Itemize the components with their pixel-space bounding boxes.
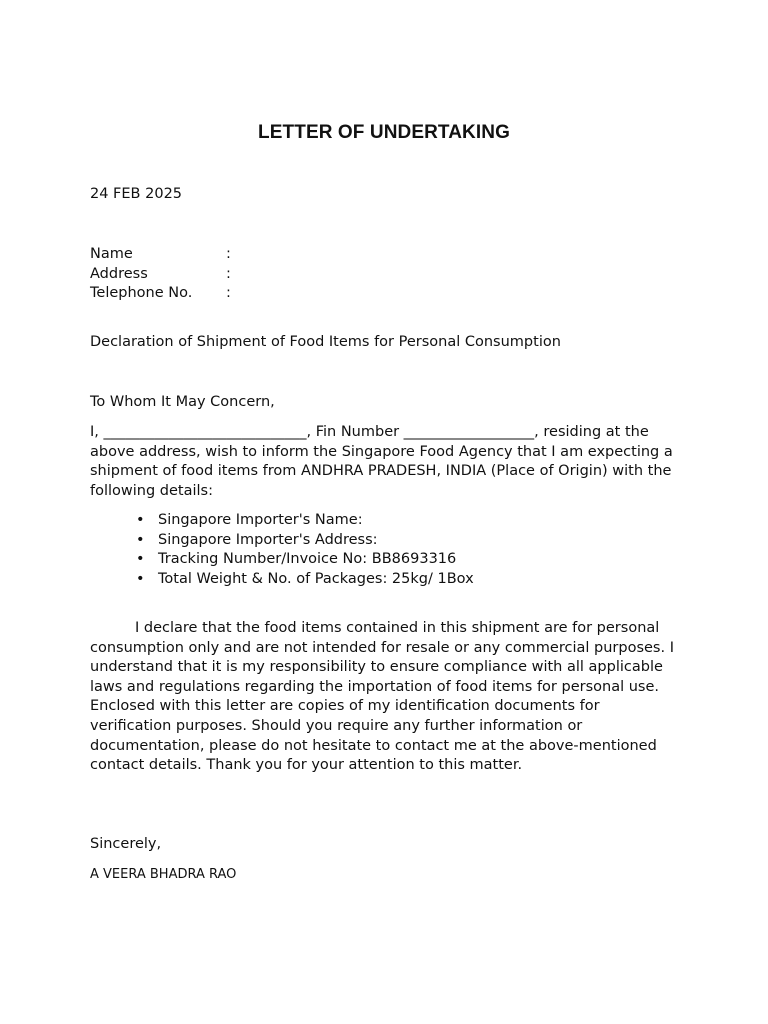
list-item	[90, 531, 680, 551]
declaration-text: I declare that the food items contained in this shipment are for personal consumption only and are not intended for resale or any commercial purposes. I understand that it is my responsibility to ensure compliance with all applicable laws and regulations regarding the importation of food items for personal use. Enclosed with this letter are copies of my identification documents for verification purposes. Should you require any further information or documentation, please do not hesitate to contact me at the above-mentioned contact details. Thank you for your attention to this matter.	[90, 620, 674, 774]
letter-salutation: To Whom It May Concern,	[90, 394, 275, 410]
list-item	[90, 570, 680, 590]
list-item-text: Singapore Importer's Name:	[158, 512, 363, 528]
intro-paragraph: I, ____________________________, Fin Number __________________, residing at the above address, wish to inform the Singapore Food Agency that I am expecting a shipment of food items from ANDHRA PRADESH, INDIA (Place of Origin) with the following details:	[90, 424, 673, 499]
signer-name: A VEERA BHADRA RAO	[90, 867, 237, 882]
list-item	[90, 511, 680, 531]
bullet-icon: •	[136, 570, 145, 587]
list-item	[90, 550, 680, 570]
shipment-details-list	[90, 511, 680, 589]
personal-details-fields	[90, 245, 680, 304]
bullet-icon: •	[136, 551, 145, 568]
field-row-telephone	[90, 284, 680, 304]
field-colon: :	[226, 285, 231, 302]
field-colon: :	[226, 246, 231, 262]
letter-date: 24 FEB 2025	[90, 186, 183, 202]
field-label: Name	[90, 246, 133, 262]
bullet-icon: •	[136, 512, 145, 528]
letter-title: LETTER OF UNDERTAKING	[258, 122, 510, 143]
list-item-text: Singapore Importer's Address:	[158, 531, 378, 548]
bullet-icon: •	[136, 531, 145, 548]
field-row-address	[90, 265, 680, 285]
letter-subject: Declaration of Shipment of Food Items for Personal Consumption	[90, 334, 561, 350]
field-row-name	[90, 245, 680, 265]
field-label: Address	[90, 265, 148, 282]
letter-closing: Sincerely,	[90, 836, 162, 852]
field-colon: :	[226, 265, 231, 282]
declaration-paragraph	[90, 619, 680, 776]
field-label: Telephone No.	[90, 285, 193, 302]
list-item-text: Tracking Number/Invoice No: BB8693316	[158, 551, 457, 568]
list-item-text: Total Weight & No. of Packages: 25kg/ 1Box	[158, 570, 474, 587]
